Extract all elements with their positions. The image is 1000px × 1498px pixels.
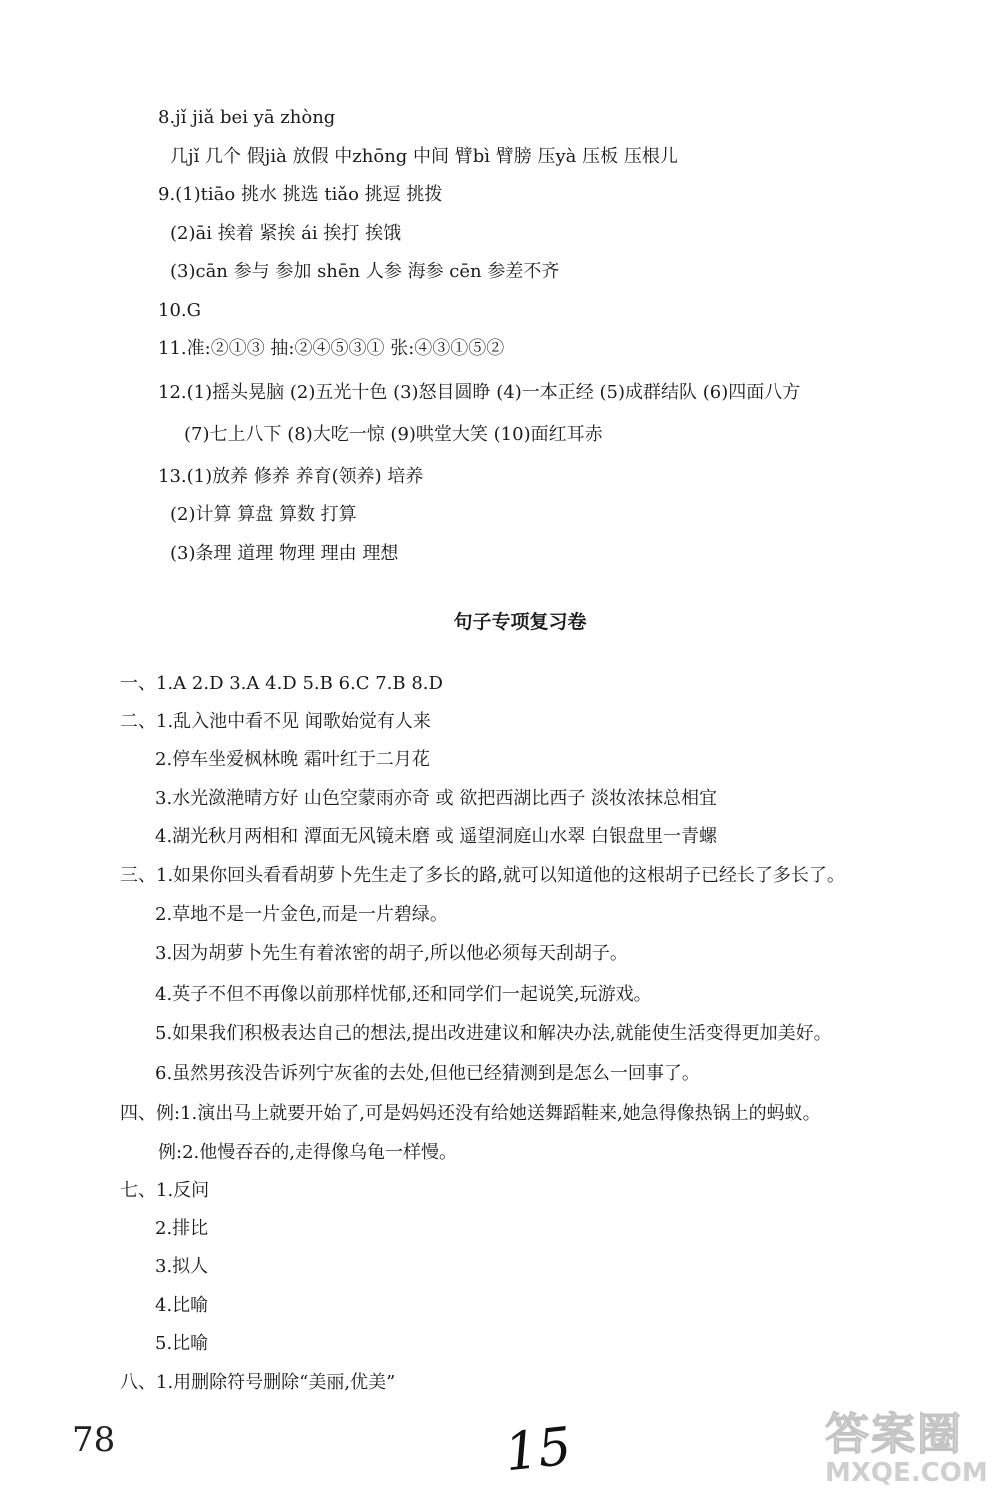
handwritten-mark: 15 [502,1416,575,1484]
answer-line-part7-2: 2.排比 [155,1218,209,1239]
watermark-logo [825,1398,993,1492]
answer-line-part4-2: 例:2.他慢吞吞的,走得像乌龟一样慢。 [158,1142,457,1163]
answer-line-part3-4: 4.英子不但不再像以前那样忧郁,还和同学们一起说笑,玩游戏。 [155,984,652,1005]
answer-line-part7-1: 七、1.反问 [120,1180,210,1201]
page-number: 78 [72,1420,116,1460]
answer-line-part4-1: 四、例:1.演出马上就要开始了,可是妈妈还没有给她送舞蹈鞋来,她急得像热锅上的蚂蚁。 [120,1103,821,1124]
answer-line-8-detail: 几jǐ 几个 假jià 放假 中zhōng 中间 臂bì 臂膀 压yà 压板 压根儿 [170,146,678,167]
answer-line-12-a: 12.(1)摇头晃脑 (2)五光十色 (3)怒目圆睁 (4)一本正经 (5)成群结队 (6)四面八方 [158,382,801,403]
section-title: 句子专项复习卷 [453,611,587,633]
answer-line-part2-2: 2.停车坐爱枫林晚 霜叶红于二月花 [155,749,430,770]
answer-line-13-1: 13.(1)放养 修养 养育(领养) 培养 [158,466,424,487]
answer-line-13-3: (3)条理 道理 物理 理由 理想 [170,543,399,564]
answer-line-part2-3: 3.水光潋滟晴方好 山色空蒙雨亦奇 或 欲把西湖比西子 淡妆浓抹总相宜 [155,788,718,809]
answer-line-8: 8.jǐ jiǎ bei yā zhòng [158,107,336,128]
answer-line-part2-1: 二、1.乱入池中看不见 闻歌始觉有人来 [120,711,431,732]
answer-line-9-1: 9.(1)tiāo 挑水 挑选 tiǎo 挑逗 挑拨 [158,184,443,205]
answer-line-part7-3: 3.拟人 [155,1256,209,1277]
watermark-bottom: MXQE.COM [825,1458,988,1488]
answer-line-11: 11.准:②①③ 抽:②④⑤③① 张:④③①⑤② [158,338,505,359]
answer-line-part3-2: 2.草地不是一片金色,而是一片碧绿。 [155,904,448,925]
answer-line-part7-4: 4.比喻 [155,1295,209,1316]
answer-line-part3-5: 5.如果我们积极表达自己的想法,提出改进建议和解决办法,就能使生活变得更加美好。 [155,1023,832,1044]
answer-line-part3-6: 6.虽然男孩没告诉列宁灰雀的去处,但他已经猜测到是怎么一回事了。 [155,1063,700,1084]
answer-line-part7-5: 5.比喻 [155,1333,209,1354]
answer-line-9-3: (3)cān 参与 参加 shēn 人参 海参 cēn 参差不齐 [170,261,560,282]
answer-line-part8-1: 八、1.用删除符号删除“美丽,优美” [120,1372,396,1393]
answer-line-part3-3: 3.因为胡萝卜先生有着浓密的胡子,所以他必须每天刮胡子。 [155,943,628,964]
answer-line-part2-4: 4.湖光秋月两相和 潭面无风镜未磨 或 遥望洞庭山水翠 白银盘里一青螺 [155,826,718,847]
answer-line-13-2: (2)计算 算盘 算数 打算 [170,504,357,525]
answer-line-9-2: (2)āi 挨着 紧挨 ái 挨打 挨饿 [170,223,402,244]
answer-line-part3-1: 三、1.如果你回头看看胡萝卜先生走了多长的路,就可以知道他的这根胡子已经长了多长了。 [120,865,845,886]
watermark-top: 答案圈 [825,1409,963,1460]
answer-line-12-b: (7)七上八下 (8)大吃一惊 (9)哄堂大笑 (10)面红耳赤 [184,424,603,445]
answer-line-10: 10.G [158,300,202,321]
answer-line-part1: 一、1.A 2.D 3.A 4.D 5.B 6.C 7.B 8.D [120,673,443,694]
